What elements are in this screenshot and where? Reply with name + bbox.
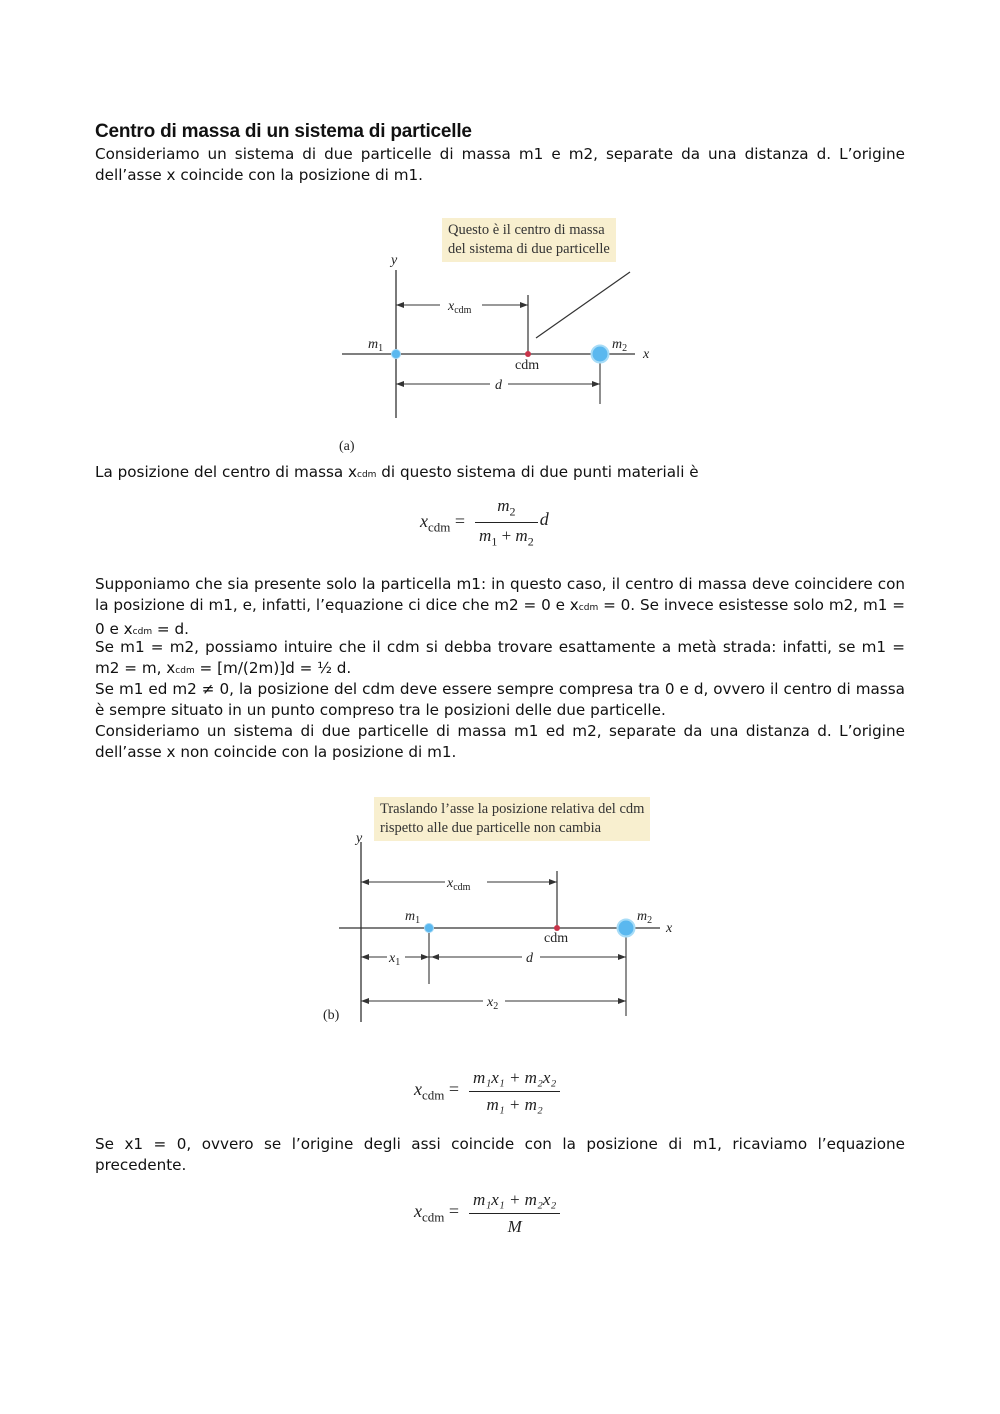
paragraph-position: La posizione del centro di massa xcdm di questo sistema di due punti materiali è bbox=[95, 463, 699, 481]
figure-b-y-label: y bbox=[356, 831, 363, 846]
figure-b-m2-label: $m_2$ bbox=[637, 909, 653, 926]
equation-2-fraction-bar bbox=[469, 1091, 560, 1092]
figure-b-xcdm-arrow-right bbox=[549, 879, 557, 885]
figure-b-x2-arrow-left bbox=[361, 998, 369, 1004]
equation-2-numerator: m₁x₁ + m₂x₂ bbox=[473, 1068, 557, 1087]
figure-a-d-label: d bbox=[495, 378, 502, 393]
equation-1-denominator: $m_1 + m_2$ bbox=[479, 526, 534, 549]
paragraph-cases: Supponiamo che sia presente solo la particella m1: in questo caso, il centro di massa deve coincidere con la posizione di m1, e, infatti, l’equazione ci dice che m2 = 0 e xcdm = 0. Se invece esistesse solo m2, m1 = 0 e xcdm = d. bbox=[95, 575, 905, 638]
figure-b-diagram bbox=[315, 826, 695, 1031]
figure-b-cdm-label: cdm bbox=[544, 931, 569, 946]
paragraph-equal-masses: Se m1 = m2, possiamo intuire che il cdm si debba trovare esattamente a metà strada: infatti, se m1 = m2 = m, xcdm = [m/(2m)]d = ½ d. bbox=[95, 638, 905, 677]
figure-a-m1-label: $m_1$ bbox=[368, 337, 384, 354]
figure-a-x-label: x bbox=[643, 347, 650, 362]
figure-a-y-label: y bbox=[391, 253, 398, 268]
equation-1 bbox=[420, 496, 549, 550]
figure-a-particle-m1 bbox=[392, 350, 401, 359]
figure-b-particle-m1 bbox=[425, 924, 434, 933]
figure-b-x1-label: $x_1$ bbox=[389, 951, 401, 968]
figure-a-callout-line1: Questo è il centro di massa bbox=[448, 222, 605, 238]
figure-a-d-arrow-left bbox=[396, 381, 404, 387]
figure-a-particle-m2 bbox=[592, 346, 609, 363]
equation-3-fraction-bar bbox=[469, 1213, 560, 1214]
figure-b-callout-line1: Traslando l’asse la posizione relativa del cdm bbox=[380, 801, 645, 817]
paragraph-intro: Consideriamo un sistema di due particelle di massa m1 e m2, separate da una distanza d. L’origine dell’asse x coincide con la posizione di m1. bbox=[95, 145, 905, 184]
figure-a-cdm-point bbox=[525, 351, 531, 357]
figure-b-x2-arrow-right bbox=[618, 998, 626, 1004]
figure-a-xcdm-arrow-left bbox=[396, 302, 404, 308]
figure-a-xcdm-arrow-right bbox=[520, 302, 528, 308]
equation-2-fraction bbox=[469, 1068, 560, 1115]
equation-1-tail: d bbox=[539, 509, 549, 530]
figure-b-x1-arrow-left bbox=[361, 954, 369, 960]
figure-a-d-arrow-right bbox=[592, 381, 600, 387]
equation-3-denominator: M bbox=[507, 1217, 522, 1236]
figure-b-xcdm-label: $x_{cdm}$ bbox=[447, 876, 471, 893]
figure-a-xcdm-label: $x_{cdm}$ bbox=[448, 299, 472, 316]
equation-3 bbox=[414, 1190, 560, 1237]
equation-1-numerator: $m_2$ bbox=[497, 496, 516, 519]
figure-a-diagram bbox=[330, 250, 670, 460]
figure-b-x2-label: $x_2$ bbox=[487, 995, 499, 1012]
figure-a-callout-line2: del sistema di due particelle bbox=[448, 241, 610, 257]
equation-2 bbox=[414, 1068, 560, 1115]
figure-b-x1-arrow-right bbox=[421, 954, 429, 960]
equation-1-lhs: $x_{cdm}$ = bbox=[420, 510, 466, 535]
paragraph-shifted-origin: Consideriamo un sistema di due particelle di massa m1 ed m2, separate da una distanza d. L’origine dell’asse x non coincide con la posizione di m1. bbox=[95, 722, 905, 761]
figure-a-cdm-label: cdm bbox=[515, 358, 540, 373]
figure-a-pointer-line bbox=[536, 272, 630, 338]
figure-b-xcdm-arrow-left bbox=[361, 879, 369, 885]
equation-3-fraction bbox=[469, 1190, 560, 1237]
paragraph-origin-case: Se x1 = 0, ovvero se l’origine degli assi coincide con la posizione di m1, ricaviamo l’equazione precedente. bbox=[95, 1135, 905, 1174]
equation-2-lhs: $x_{cdm}$ = bbox=[414, 1079, 460, 1103]
figure-b-caption: (b) bbox=[323, 1008, 340, 1023]
figure-b-d-label: d bbox=[526, 951, 533, 966]
equation-2-denominator: m₁ + m₂ bbox=[486, 1095, 543, 1114]
figure-a-caption: (a) bbox=[339, 439, 355, 454]
figure-b-d-arrow-right bbox=[618, 954, 626, 960]
equation-1-fraction-bar bbox=[475, 522, 538, 523]
figure-b-d-arrow-left bbox=[431, 954, 439, 960]
figure-b-m1-label: $m_1$ bbox=[405, 909, 421, 926]
figure-b-x-label: x bbox=[666, 921, 673, 936]
page-title: Centro di massa di un sistema di particelle bbox=[95, 121, 472, 142]
figure-a-m2-label: $m_2$ bbox=[612, 337, 628, 354]
figure-b-particle-m2 bbox=[618, 920, 635, 937]
paragraph-nonzero-masses: Se m1 ed m2 ≠ 0, la posizione del cdm deve essere sempre compresa tra 0 e d, ovvero il centro di massa è sempre situato in un punto compreso tra le posizioni delle due particelle. bbox=[95, 680, 905, 719]
equation-3-lhs: $x_{cdm}$ = bbox=[414, 1201, 460, 1225]
equation-3-numerator: m₁x₁ + m₂x₂ bbox=[473, 1190, 557, 1209]
equation-1-fraction bbox=[475, 496, 538, 550]
figure-b-callout-line2: rispetto alle due particelle non cambia bbox=[380, 820, 602, 836]
